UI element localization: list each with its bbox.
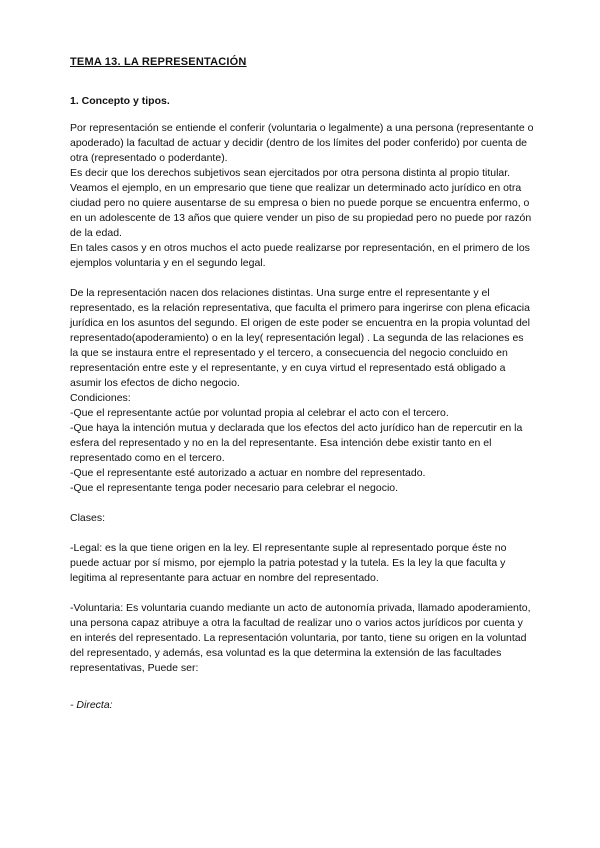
clases-label: Clases: xyxy=(70,512,106,524)
condicion-item-1: -Que el representante actúe por voluntad propia al celebrar el acto con el tercero. xyxy=(70,407,449,419)
condiciones-label: Condiciones: xyxy=(70,392,131,404)
paragraph-dos-relaciones: De la representación nacen dos relaciones distintas. Una surge entre el representante y el representado, es la relación representativa, que faculta el primero para ingerirse con plena eficacia jurídica en los asuntos del segundo. El origen de este poder se encuentra en la propia voluntad del representado(apoderamiento) o en la ley( representación legal) . La segunda de las relaciones es la que se instaura entre el representado y el tercero, a consecuencia del negocio concluido en representación entre este y el representante, y en cuya virtud el representado está obligado a asumir los efectos de dicho negocio. xyxy=(70,287,530,389)
condicion-item-4: -Que el representante tenga poder necesario para celebrar el negocio. xyxy=(70,482,399,494)
paragraph-group-concepto xyxy=(70,121,534,271)
section-heading-concepto-tipos: 1. Concepto y tipos. xyxy=(70,95,170,107)
condicion-item-2: -Que haya la intención mutua y declarada que los efectos del acto jurídico han de repercutir en la esfera del representado y no en la del representante. Esa intención debe existir tanto en el representado como en el tercero. xyxy=(70,422,523,464)
paragraph-directa-label: - Directa: xyxy=(70,699,113,711)
paragraph-definicion-representacion: Por representación se entiende el conferir (voluntaria o legalmente) a una persona (representante o apoderado) la facultad de actuar y decidir (dentro de los límites del poder conferido) por cuenta de otra (representado o poderdante). xyxy=(70,122,534,164)
paragraph-en-tales-casos: En tales casos y en otros muchos el acto puede realizarse por representación, en el primero de los ejemplos voluntaria y en el segundo legal. xyxy=(70,242,530,269)
paragraph-clase-legal: -Legal: es la que tiene origen en la ley. El representante suple al representado porque éste no puede actuar por sí mismo, por ejemplo la patria potestad y la tutela. Es la ley la que faculta y legitima al representante para actuar en nombre del representado. xyxy=(70,542,507,584)
paragraph-clase-voluntaria: -Voluntaria: Es voluntaria cuando mediante un acto de autonomía privada, llamado apoderamiento, una persona capaz atribuye a otra la facultad de realizar uno o varios actos jurídicos por cuenta y en interés del representado. La representación voluntaria, por tanto, tiene su origen en la voluntad del representado, y además, esa voluntad es la que determina la extensión de las facultades representativas, Puede ser: xyxy=(70,602,531,674)
paragraph-es-decir: Es decir que los derechos subjetivos sean ejercitados por otra persona distinta al propio titular. xyxy=(70,167,511,179)
condicion-item-3: -Que el representante esté autorizado a actuar en nombre del representado. xyxy=(70,467,426,479)
paragraph-ejemplo: Veamos el ejemplo, en un empresario que tiene que realizar un determinado acto jurídico en otra ciudad pero no quiere ausentarse de su empresa o bien no puede porque se encuentra enfermo, o en un adolescente de 13 años que quiere vender un piso de su propiedad pero no puede por razón de la edad. xyxy=(70,182,532,239)
document-title: TEMA 13. LA REPRESENTACIÓN xyxy=(70,56,247,68)
section-condiciones xyxy=(70,391,534,496)
